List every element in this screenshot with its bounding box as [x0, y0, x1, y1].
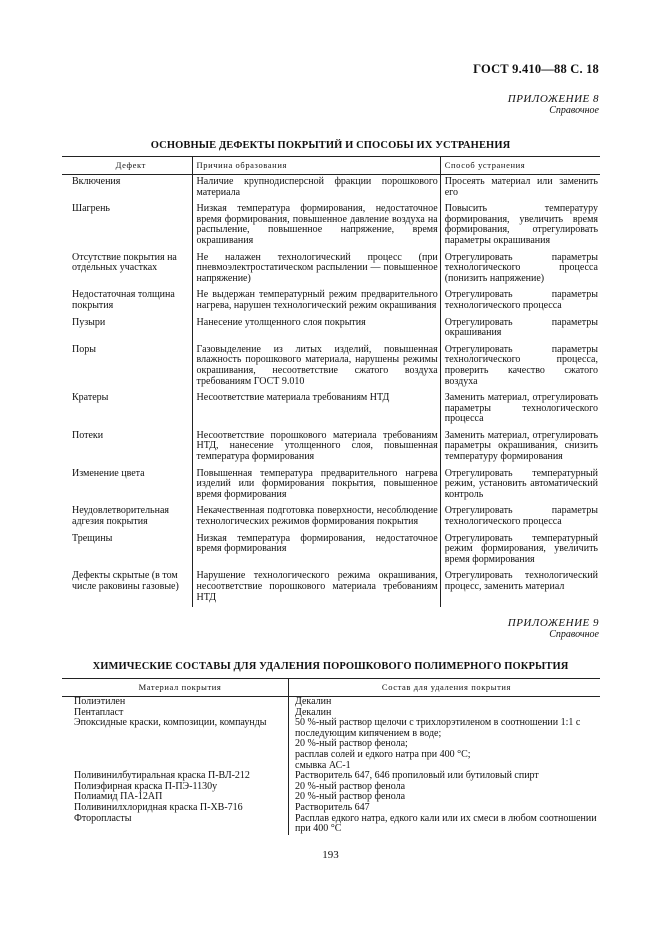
- material-cell: Поливинилхлоридная краска П-ХВ-716: [74, 801, 243, 813]
- defects-table-body: [62, 175, 600, 608]
- composition-cell: Декалин: [289, 697, 601, 708]
- remedy-cell: Отрегулировать параметры технологического процесса: [440, 504, 600, 531]
- remedy-cell: Отрегулировать параметры окрашивания: [440, 316, 600, 343]
- column-header-defect: Дефект: [62, 157, 192, 175]
- remedy-cell: Заменить материал, отрегулировать параметры окрашивания, снизить температуру формирования: [440, 429, 600, 467]
- material-cell: Полиэфирная краска П-ПЭ-1130у: [74, 780, 218, 792]
- appendix-9-label: [508, 617, 599, 641]
- remedy-cell: Отрегулировать параметры технологического процесса (понизить напряжение): [440, 251, 600, 289]
- defect-cell: Отсутствие покрытия на отдельных участках: [72, 251, 177, 274]
- remedy-cell: Отрегулировать температурный режим формирования, увеличить время формирования: [440, 532, 600, 570]
- column-header-composition: Состав для удаления покрытия: [289, 679, 601, 697]
- page-number: 193: [322, 849, 339, 861]
- table-row: [62, 288, 600, 315]
- table-row: [62, 316, 600, 343]
- composition-cell: Расплав едкого натра, едкого кали или их смеси в любом соотношении при 400 °С: [289, 814, 601, 835]
- cause-cell: Не выдержан температурный режим предварительного нагрева, нарушен технологический режим окрашивания: [192, 288, 440, 315]
- cause-cell: Наличие крупнодисперсной фракции порошкового материала: [192, 175, 440, 203]
- defects-table: [62, 156, 600, 607]
- column-header-material: Материал покрытия: [62, 679, 289, 697]
- remedy-cell: Отрегулировать технологический процесс, заменить материал: [440, 569, 600, 607]
- material-cell: Эпоксидные краски, композиции, компаунды: [74, 717, 267, 729]
- appendix-9-subtitle: Справочное: [549, 629, 599, 640]
- remedy-cell: Просеять материал или заменить его: [440, 175, 600, 203]
- defect-cell: Пузыри: [72, 316, 106, 328]
- appendix-8-subtitle: Справочное: [549, 105, 599, 116]
- table-row: [62, 175, 600, 203]
- remedy-cell: Отрегулировать температурный режим, установить автоматический контроль: [440, 467, 600, 505]
- cause-cell: Нанесение утолщенного слоя покрытия: [192, 316, 440, 343]
- table-row: [62, 343, 600, 391]
- column-header-remedy: Способ устранения: [440, 157, 600, 175]
- material-cell: Фторопласты: [74, 812, 132, 824]
- table-header-row: [62, 679, 600, 697]
- defect-cell: Поры: [72, 343, 96, 355]
- defect-cell: Изменение цвета: [72, 467, 145, 479]
- table-row: [62, 697, 600, 708]
- cause-cell: Газовыделение из литых изделий, повышенная влажность порошкового материала, нарушены режимы окрашивания, несоответствие сжатого воздуха требованиям ГОСТ 9.010: [192, 343, 440, 391]
- composition-cell: 20 %-ный раствор фенола: [289, 782, 601, 793]
- table-row: [62, 391, 600, 429]
- appendix-8-title: ПРИЛОЖЕНИЕ 8: [507, 93, 599, 105]
- table-header-row: [62, 157, 600, 175]
- column-header-cause: Причина образования: [192, 157, 440, 175]
- table-row: [62, 467, 600, 505]
- remedy-cell: Отрегулировать параметры технологического процесса: [440, 288, 600, 315]
- defect-cell: Дефекты скрытые (в том числе раковины газовые): [72, 570, 179, 592]
- table-row: [62, 202, 600, 250]
- defect-cell: Трещины: [72, 532, 113, 544]
- table-row: [62, 718, 600, 771]
- cause-cell: Повышенная температура предварительного нагрева изделий или формирования покрытия, повышенное время формирования: [192, 467, 440, 505]
- removal-compositions-table: [62, 678, 600, 835]
- table2-title: ХИМИЧЕСКИЕ СОСТАВЫ ДЛЯ УДАЛЕНИЯ ПОРОШКОВОГО ПОЛИМЕРНОГО ПОКРЫТИЯ: [92, 661, 569, 672]
- table-row: [62, 569, 600, 607]
- cause-cell: Низкая температура формирования, недостаточное время формирования, повышенное давление воздуха на распыление, повышенное напряжение, время окрашивания: [192, 202, 440, 250]
- appendix-8-label: [508, 93, 599, 117]
- remedy-cell: Заменить материал, отрегулировать параметры технологического процесса: [440, 391, 600, 429]
- composition-cell: 20 %-ный раствор фенола: [289, 792, 601, 803]
- defect-cell: Неудовлетворительная адгезия покрытия: [72, 505, 170, 528]
- page-header: ГОСТ 9.410—88 С. 18: [473, 62, 599, 76]
- cause-cell: Не налажен технологический процесс (при пневмоэлектростатическом распылении — повышенное напряжение): [192, 251, 440, 289]
- remedy-cell: Отрегулировать параметры технологического процесса, проверить качество сжатого воздуха: [440, 343, 600, 391]
- table-row: [62, 803, 600, 814]
- cause-cell: Низкая температура формирования, недостаточное время формирования: [192, 532, 440, 570]
- defect-cell: Включения: [72, 176, 121, 187]
- composition-cell: 50 %-ный раствор щелочи с трихлорэтиленом в соотношении 1:1 с последующим кипячением в воде; 20 %-ный раствор фенола; расплав солей и едкого натра при 400 °С; смывка АС-1: [289, 718, 601, 771]
- cause-cell: Несоответствие порошкового материала требованиям НТД, нанесение утолщенного слоя, повышенная температура формирования: [192, 429, 440, 467]
- material-cell: Пентапласт: [74, 706, 124, 718]
- removal-table-body: [62, 697, 600, 835]
- table1-title: ОСНОВНЫЕ ДЕФЕКТЫ ПОКРЫТИЙ И СПОСОБЫ ИХ УСТРАНЕНИЯ: [150, 140, 511, 151]
- cause-cell: Несоответствие материала требованиям НТД: [192, 391, 440, 429]
- table-row: [62, 504, 600, 531]
- material-cell: Полиэтилен: [74, 696, 126, 707]
- defect-cell: Недостаточная толщина покрытия: [72, 289, 175, 311]
- table-row: [62, 814, 600, 835]
- defect-cell: Потеки: [72, 429, 104, 441]
- defect-cell: Кратеры: [72, 392, 109, 404]
- composition-cell: Декалин: [289, 708, 601, 719]
- table-row: [62, 532, 600, 570]
- composition-cell: Растворитель 647, 646 пропиловый или бутиловый спирт: [289, 771, 601, 782]
- defect-cell: Шагрень: [72, 203, 110, 215]
- remedy-cell: Повысить температуру формирования, увеличить время формирования, отрегулировать параметры окрашивания: [440, 202, 600, 250]
- table-row: [62, 251, 600, 289]
- appendix-9-title: ПРИЛОЖЕНИЕ 9: [507, 617, 599, 629]
- cause-cell: Нарушение технологического режима окрашивания, несоответствие порошкового материала требованиям НТД: [192, 569, 440, 607]
- material-cell: Поливинилбутиральная краска П-ВЛ-212: [74, 770, 250, 782]
- composition-cell: Растворитель 647: [289, 803, 601, 814]
- table-row: [62, 429, 600, 467]
- cause-cell: Некачественная подготовка поверхности, несоблюдение технологических режимов формирования покрытия: [192, 504, 440, 531]
- material-cell: Полиамид ПА-12АП: [74, 791, 163, 803]
